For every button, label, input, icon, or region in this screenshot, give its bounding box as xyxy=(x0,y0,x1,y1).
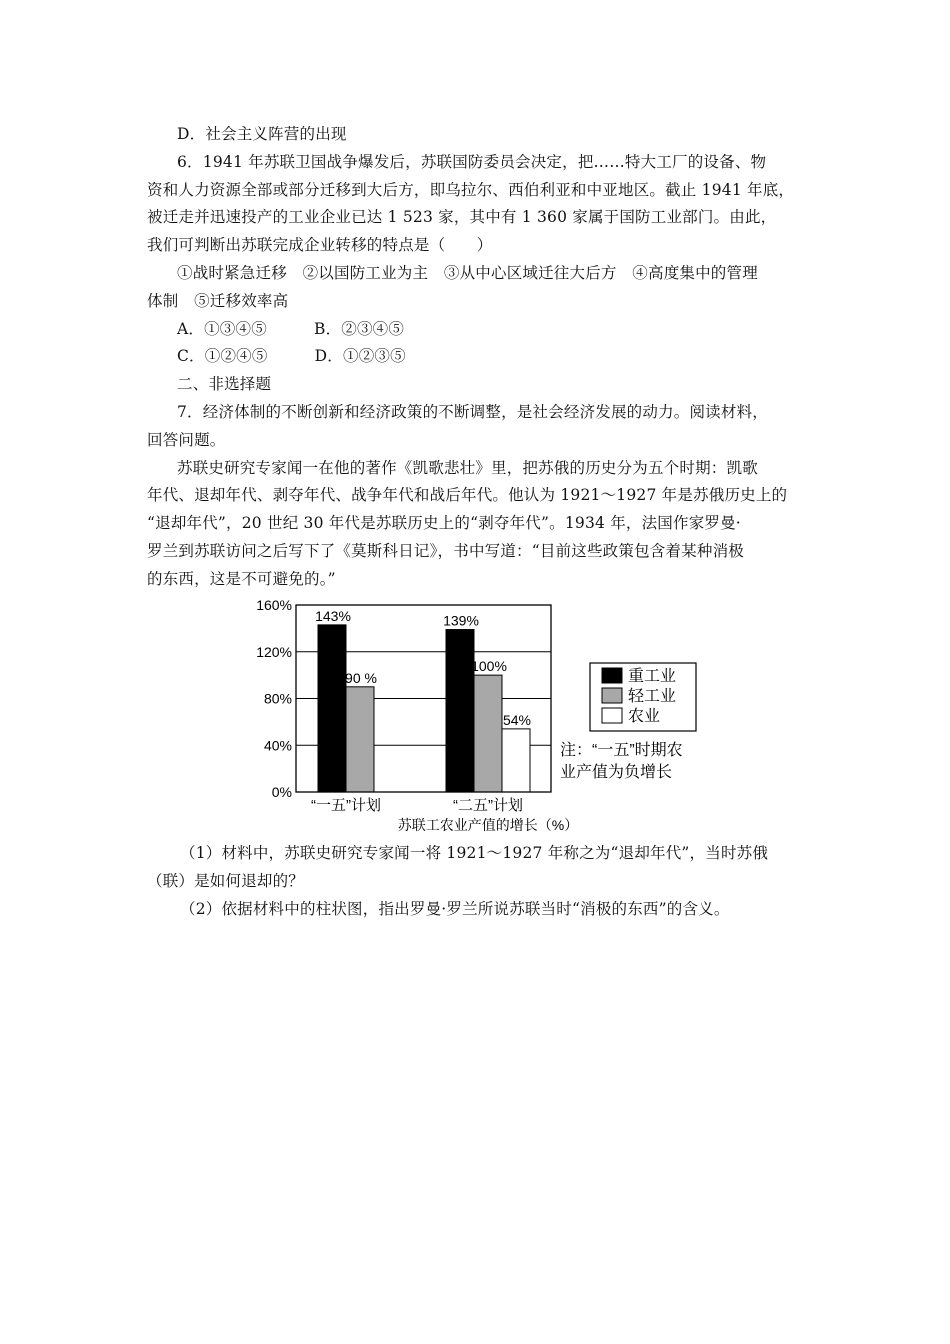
bar xyxy=(474,675,502,792)
sub-question-1-line-1: （1）材料中，苏联史研究专家闻一将 1921～1927 年称之为“退却年代”，当时苏俄 xyxy=(180,844,769,862)
chart-legend xyxy=(590,663,696,731)
y-tick-label: 40% xyxy=(263,737,292,754)
chart-title: 苏联工农业产值的增长（%） xyxy=(397,817,579,833)
data-label: 90 % xyxy=(345,669,377,686)
bar xyxy=(318,625,346,792)
chart-bars xyxy=(318,625,530,792)
question-6-line-3: 被迁走并迅速投产的工业企业已达 1 523 家，其中有 1 360 家属于国防工业部门。由此， xyxy=(147,208,777,226)
y-axis-ticks xyxy=(256,597,292,800)
chart-svg xyxy=(250,594,710,839)
bar xyxy=(446,630,474,792)
data-label: 143% xyxy=(315,607,351,624)
question-6-options-cd: C．①②④⑤ D．①②③⑤ xyxy=(177,347,406,365)
x-category-label: “一五”计划 xyxy=(311,797,381,814)
material-line-5: 的东西，这是不可避免的。” xyxy=(147,570,336,588)
material-line-1: 苏联史研究专家闻一在他的著作《凯歌悲壮》里，把苏俄的历史分为五个时期：凯歌 xyxy=(177,459,758,477)
data-label: 54% xyxy=(502,711,532,728)
legend-label: 轻工业 xyxy=(628,688,677,705)
note-line: 注：“一五”时期农 xyxy=(560,742,683,759)
bar-chart xyxy=(250,594,710,839)
bar xyxy=(502,729,530,792)
question-6-line-1: 6．1941 年苏联卫国战争爆发后，苏联国防委员会决定，把……特大工厂的设备、物 xyxy=(177,153,767,171)
y-tick-label: 120% xyxy=(256,643,292,660)
question-6-options-ab: A．①③④⑤ B．②③④⑤ xyxy=(177,320,405,338)
option-d-text: D．社会主义阵营的出现 xyxy=(177,125,347,143)
bar xyxy=(346,687,374,792)
material-line-2: 年代、退却年代、剥夺年代、战争年代和战后年代。他认为 1921～1927 年是苏俄历史上的 xyxy=(147,486,788,504)
sub-question-1-line-2: （联）是如何退却的？ xyxy=(147,872,305,890)
legend-label: 农业 xyxy=(628,708,661,725)
question-6-line-2: 资和人力资源全部或部分迁移到大后方，即乌拉尔、西伯利亚和中亚地区。截止 1941 年底， xyxy=(147,181,795,199)
question-6-statements-1: ①战时紧急迁移 ②以国防工业为主 ③从中心区域迁往大后方 ④高度集中的管理 xyxy=(177,264,758,282)
question-7-line-2: 回答问题。 xyxy=(147,431,226,449)
section-heading: 二、非选择题 xyxy=(177,375,272,393)
material-line-4: 罗兰到苏联访问之后写下了《莫斯科日记》，书中写道：“目前这些政策包含着某种消极 xyxy=(147,542,744,560)
x-axis-categories xyxy=(311,797,523,814)
question-6-statements-2: 体制 ⑤迁移效率高 xyxy=(147,292,289,310)
material-line-3: “退却年代”，20 世纪 30 年代是苏联历史上的“剥夺年代”。1934 年，法国作家罗曼· xyxy=(147,514,741,532)
sub-question-2: （2）依据材料中的柱状图，指出罗曼·罗兰所说苏联当时“消极的东西”的含义。 xyxy=(180,900,730,918)
data-label: 100% xyxy=(471,658,507,675)
y-tick-label: 0% xyxy=(271,784,292,800)
legend-label: 重工业 xyxy=(628,668,677,685)
data-label: 139% xyxy=(443,612,479,629)
y-tick-label: 160% xyxy=(256,597,292,613)
legend-swatch xyxy=(602,688,622,703)
chart-note xyxy=(560,741,683,781)
y-tick-label: 80% xyxy=(263,690,292,707)
note-line: 业产值为负增长 xyxy=(560,764,673,781)
legend-swatch xyxy=(602,668,622,683)
x-category-label: “二五”计划 xyxy=(453,797,523,814)
question-6-line-4: 我们可判断出苏联完成企业转移的特点是（ ） xyxy=(147,236,493,254)
legend-swatch xyxy=(602,708,622,723)
question-7-line-1: 7．经济体制的不断创新和经济政策的不断调整，是社会经济发展的动力。阅读材料， xyxy=(177,403,768,421)
